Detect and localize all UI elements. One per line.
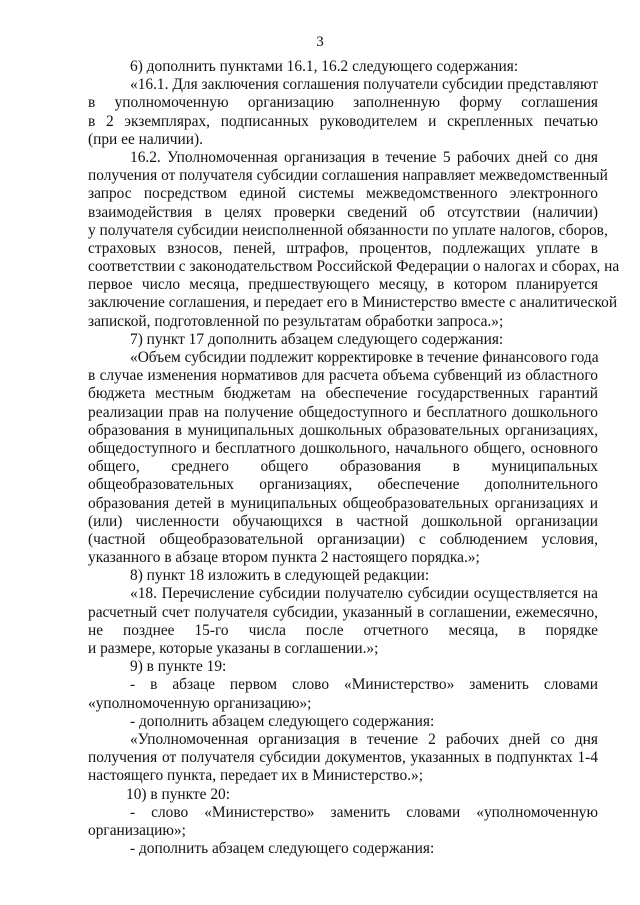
text-line: «Уполномоченная организация в течение 2 рабочих дней со дня xyxy=(130,730,598,748)
text-line: - дополнить абзацем следующего содержания: xyxy=(130,840,435,858)
text-line: 9) в пункте 19: xyxy=(130,658,227,676)
text-line: в случае изменения нормативов для расчета объема субвенций из областного xyxy=(88,367,598,385)
text-line: указанного в абзаце втором пункта 2 настоящего порядка.»; xyxy=(88,549,480,567)
text-line: настоящего пункта, передает их в Министерство.»; xyxy=(88,767,424,785)
text-line: «18. Перечисление субсидии получателю субсидии осуществляется на xyxy=(130,585,598,603)
text-line: общедоступного и бесплатного дошкольного, начального общего, основного xyxy=(88,439,598,457)
text-line: страховых взносов, пеней, штрафов, процентов, подлежащих уплате в xyxy=(88,239,598,257)
text-line: образования в муниципальных дошкольных образовательных организациях, xyxy=(88,421,598,439)
text-line: 6) дополнить пунктами 16.1, 16.2 следующего содержания: xyxy=(130,58,519,75)
text-line: первое число месяца, предшествующего месяцу, в котором планируется xyxy=(88,276,598,294)
text-line: и размере, которые указаны в соглашении.»; xyxy=(88,640,379,657)
text-line: (или) численности обучающихся в частной дошкольной организации xyxy=(88,512,598,530)
text-line: «уполномоченную организацию»; xyxy=(88,694,312,712)
text-line: - дополнить абзацем следующего содержания: xyxy=(130,712,435,730)
text-line: в уполномоченную организацию заполненную форму соглашения xyxy=(88,94,598,112)
text-line: 8) пункт 18 изложить в следующей редакции: xyxy=(130,567,430,585)
text-line: - слово «Министерство» заменить словами «уполномоченную xyxy=(130,803,598,821)
text-line: 10) в пункте 20: xyxy=(126,785,230,803)
text-line: (частной общеобразовательной организации) с соблюдением условия, xyxy=(88,530,598,548)
text-line: соответствии с законодательством Российской Федерации о налогах и сборах, на xyxy=(88,258,620,276)
text-line: - в абзаце первом слово «Министерство» заменить словами xyxy=(130,676,598,694)
text-line: получения от получателя субсидии соглашения направляет межведомственный xyxy=(88,167,608,185)
text-line: образования детей в муниципальных общеобразовательных организациях и xyxy=(88,494,598,512)
text-line: общеобразовательных организациях, обеспечение дополнительного xyxy=(88,476,598,494)
text-line: запиской, подготовленной по результатам обработки запроса.»; xyxy=(88,312,504,330)
text-line: (при ее наличии). xyxy=(88,130,203,148)
page-number: 3 xyxy=(316,34,324,50)
text-line: бюджета местным бюджетам на обеспечение государственных гарантий xyxy=(88,385,598,403)
text-line: 7) пункт 17 дополнить абзацем следующего содержания: xyxy=(130,330,504,348)
text-line: расчетный счет получателя субсидии, указанный в соглашении, ежемесячно, xyxy=(88,603,598,621)
text-line: реализации прав на получение общедоступного и бесплатного дошкольного xyxy=(88,403,598,421)
text-line: взаимодействия в целях проверки сведений об отсутствии (наличии) xyxy=(88,203,598,221)
text-line: у получателя субсидии неисполненной обязанности по уплате налогов, сборов, xyxy=(88,221,608,239)
text-line: заключение соглашения, и передает его в Министерство вместе с аналитической xyxy=(88,294,618,312)
text-line: организацию»; xyxy=(88,821,186,839)
text-line: получения от получателя субсидии документов, указанных в подпунктах 1-4 xyxy=(88,749,598,767)
text-line: запрос посредством единой системы межведомственного электронного xyxy=(88,185,598,203)
document-body xyxy=(88,58,620,858)
text-line: не позднее 15-го числа после отчетного месяца, в порядке xyxy=(88,621,598,639)
text-line: «16.1. Для заключения соглашения получатели субсидии представляют xyxy=(130,76,598,94)
text-line: «Объем субсидии подлежит корректировке в течение финансового года xyxy=(130,349,599,366)
text-line: в 2 экземплярах, подписанных руководителем и скрепленных печатью xyxy=(88,112,598,130)
text-line: общего, среднего общего образования в муниципальных xyxy=(88,458,598,476)
text-line: 16.2. Уполномоченная организация в течение 5 рабочих дней со дня xyxy=(130,148,598,166)
